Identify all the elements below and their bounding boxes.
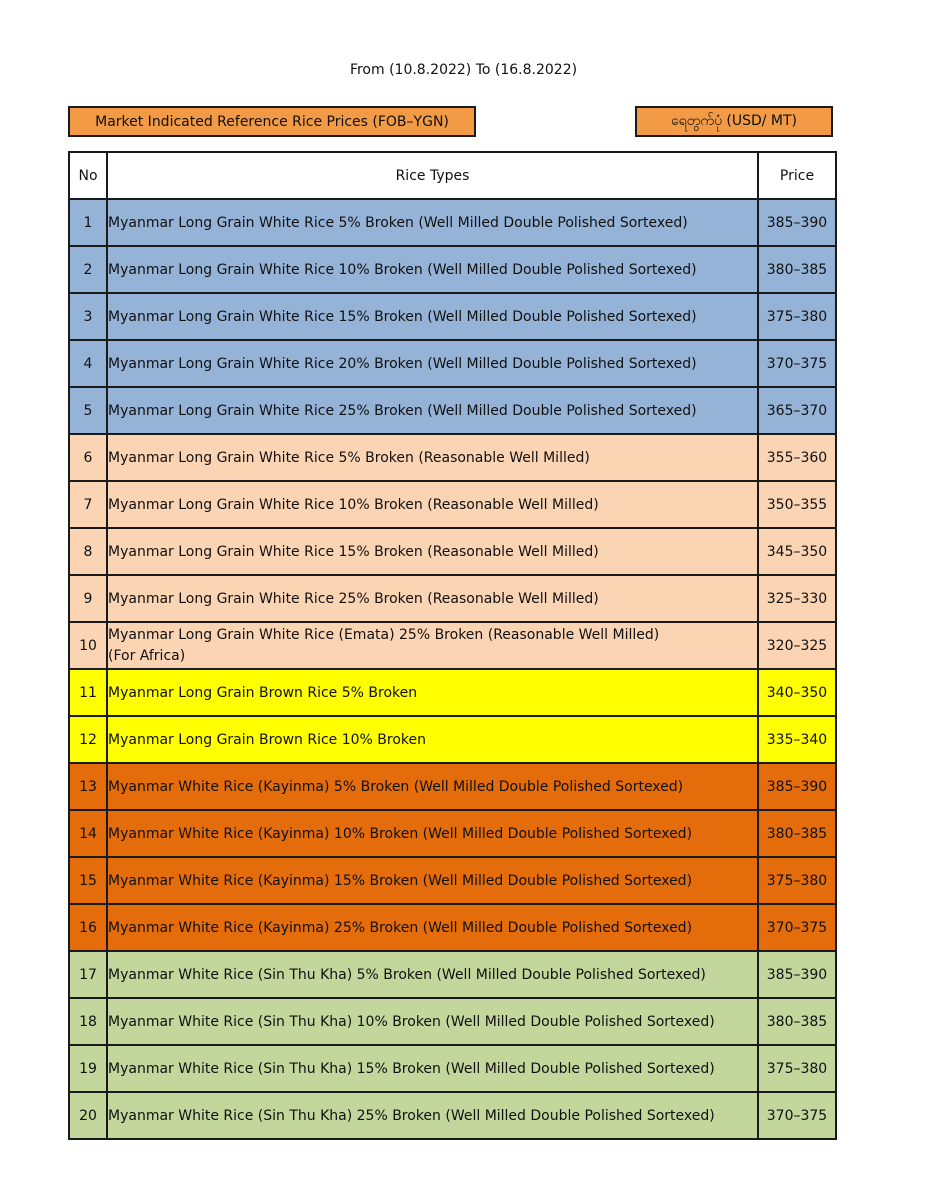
row-number: 6	[69, 434, 107, 481]
rice-type-text: Myanmar Long Grain White Rice 20% Broken (Well Milled Double Polished Sortexed)	[108, 355, 697, 372]
price-basis-label	[68, 106, 476, 137]
rice-type-cell	[107, 575, 758, 622]
column-header-rice-types: Rice Types	[107, 152, 758, 199]
price-cell: 325–330	[758, 575, 836, 622]
date-range: From (10.8.2022) To (16.8.2022)	[349, 62, 578, 78]
rice-type-cell	[107, 622, 758, 669]
unit-text: ရေတွက်ပုံ (USD/ MT)	[670, 113, 798, 129]
row-number: 8	[69, 528, 107, 575]
row-number: 1	[69, 199, 107, 246]
rice-type-cell	[107, 904, 758, 951]
row-number: 15	[69, 857, 107, 904]
rice-type-cell	[107, 857, 758, 904]
table-row	[69, 857, 836, 904]
price-cell: 375–380	[758, 293, 836, 340]
table-row	[69, 622, 836, 669]
rice-type-cell	[107, 528, 758, 575]
table-row	[69, 246, 836, 293]
row-number: 13	[69, 763, 107, 810]
unit-label	[635, 106, 833, 137]
price-cell: 380–385	[758, 810, 836, 857]
price-cell: 385–390	[758, 763, 836, 810]
table-row	[69, 340, 836, 387]
table-row	[69, 669, 836, 716]
table-header-row	[69, 152, 836, 199]
price-basis-text: Market Indicated Reference Rice Prices (FOB–YGN)	[95, 113, 449, 130]
price-cell: 320–325	[758, 622, 836, 669]
table-row	[69, 1045, 836, 1092]
row-number: 12	[69, 716, 107, 763]
row-number: 7	[69, 481, 107, 528]
price-cell: 340–350	[758, 669, 836, 716]
table-row	[69, 1092, 836, 1139]
rice-type-cell	[107, 1092, 758, 1139]
rice-type-cell	[107, 246, 758, 293]
rice-type-text: Myanmar Long Grain White Rice 10% Broken (Reasonable Well Milled)	[108, 496, 599, 513]
rice-type-cell	[107, 434, 758, 481]
rice-type-text: Myanmar Long Grain White Rice 10% Broken (Well Milled Double Polished Sortexed)	[108, 261, 697, 278]
row-number: 16	[69, 904, 107, 951]
price-cell: 370–375	[758, 340, 836, 387]
rice-type-cell	[107, 293, 758, 340]
rice-type-cell	[107, 763, 758, 810]
row-number: 10	[69, 622, 107, 669]
table-row	[69, 199, 836, 246]
price-cell: 370–375	[758, 904, 836, 951]
rice-type-text: Myanmar Long Grain White Rice 25% Broken (Reasonable Well Milled)	[108, 590, 599, 607]
rice-type-cell	[107, 716, 758, 763]
rice-type-cell	[107, 481, 758, 528]
rice-type-text: Myanmar Long Grain White Rice 15% Broken (Reasonable Well Milled)	[108, 543, 599, 560]
table-row	[69, 293, 836, 340]
rice-type-cell	[107, 1045, 758, 1092]
table-row	[69, 528, 836, 575]
table-row	[69, 904, 836, 951]
row-number: 14	[69, 810, 107, 857]
price-cell: 375–380	[758, 1045, 836, 1092]
column-header-price: Price	[758, 152, 836, 199]
rice-type-text: Myanmar White Rice (Kayinma) 10% Broken (Well Milled Double Polished Sortexed)	[108, 825, 693, 842]
table-row	[69, 810, 836, 857]
row-number: 11	[69, 669, 107, 716]
row-number: 2	[69, 246, 107, 293]
price-cell: 350–355	[758, 481, 836, 528]
row-number: 18	[69, 998, 107, 1045]
table-row	[69, 763, 836, 810]
rice-type-cell	[107, 199, 758, 246]
rice-type-cell	[107, 951, 758, 998]
rice-type-text: Myanmar White Rice (Kayinma) 25% Broken (Well Milled Double Polished Sortexed)	[108, 919, 693, 936]
rice-type-note: (For Africa)	[108, 647, 186, 664]
rice-type-cell	[107, 669, 758, 716]
column-header-no: No	[69, 152, 107, 199]
table-row	[69, 575, 836, 622]
rice-type-text: Myanmar White Rice (Sin Thu Kha) 15% Broken (Well Milled Double Polished Sortexed)	[108, 1060, 715, 1077]
price-cell: 380–385	[758, 246, 836, 293]
row-number: 20	[69, 1092, 107, 1139]
table-row	[69, 716, 836, 763]
row-number: 19	[69, 1045, 107, 1092]
rice-type-text: Myanmar Long Grain Brown Rice 5% Broken	[108, 684, 418, 701]
price-cell: 335–340	[758, 716, 836, 763]
rice-type-cell	[107, 387, 758, 434]
rice-type-text: Myanmar Long Grain White Rice 15% Broken (Well Milled Double Polished Sortexed)	[108, 308, 697, 325]
rice-type-text: Myanmar White Rice (Kayinma) 5% Broken (Well Milled Double Polished Sortexed)	[108, 778, 684, 795]
row-number: 17	[69, 951, 107, 998]
row-number: 5	[69, 387, 107, 434]
rice-type-text: Myanmar Long Grain White Rice 25% Broken (Well Milled Double Polished Sortexed)	[108, 402, 697, 419]
table-row	[69, 434, 836, 481]
table-row	[69, 998, 836, 1045]
table-row	[69, 481, 836, 528]
price-cell: 370–375	[758, 1092, 836, 1139]
price-cell: 385–390	[758, 951, 836, 998]
rice-type-cell	[107, 810, 758, 857]
rice-type-text: Myanmar Long Grain White Rice 5% Broken (Reasonable Well Milled)	[108, 449, 590, 466]
price-cell: 365–370	[758, 387, 836, 434]
rice-type-text: Myanmar White Rice (Kayinma) 15% Broken (Well Milled Double Polished Sortexed)	[108, 872, 693, 889]
price-cell: 375–380	[758, 857, 836, 904]
row-number: 3	[69, 293, 107, 340]
row-number: 9	[69, 575, 107, 622]
table-row	[69, 387, 836, 434]
row-number: 4	[69, 340, 107, 387]
rice-type-text: Myanmar Long Grain Brown Rice 10% Broken	[108, 731, 427, 748]
price-cell: 385–390	[758, 199, 836, 246]
table-row	[69, 951, 836, 998]
rice-type-text: Myanmar White Rice (Sin Thu Kha) 25% Broken (Well Milled Double Polished Sortexed)	[108, 1107, 715, 1124]
rice-type-cell	[107, 340, 758, 387]
price-cell: 355–360	[758, 434, 836, 481]
rice-type-cell	[107, 998, 758, 1045]
price-cell: 345–350	[758, 528, 836, 575]
rice-type-text: Myanmar White Rice (Sin Thu Kha) 5% Broken (Well Milled Double Polished Sortexed)	[108, 966, 706, 983]
price-cell: 380–385	[758, 998, 836, 1045]
rice-type-text: Myanmar White Rice (Sin Thu Kha) 10% Broken (Well Milled Double Polished Sortexed)	[108, 1013, 715, 1030]
rice-type-text: Myanmar Long Grain White Rice (Emata) 25% Broken (Reasonable Well Milled)	[108, 626, 660, 643]
rice-price-table	[68, 151, 837, 1140]
rice-type-text: Myanmar Long Grain White Rice 5% Broken (Well Milled Double Polished Sortexed)	[108, 214, 688, 231]
